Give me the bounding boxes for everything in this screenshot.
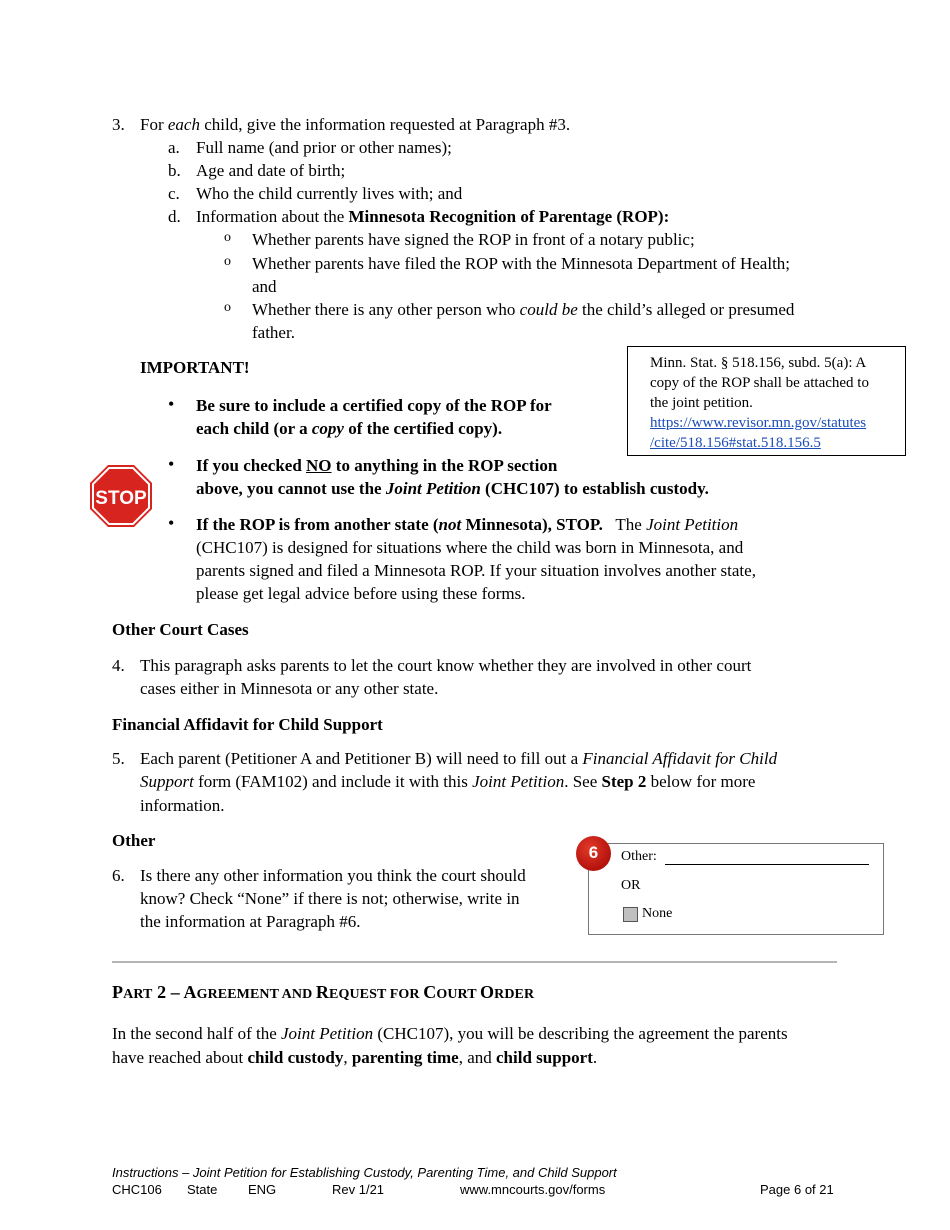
sidebox-line: Minn. Stat. § 518.156, subd. 5(a): A [650,355,867,371]
important-bullet-text: (CHC107) is designed for situations where the child was born in Minnesota, and [196,538,744,557]
circle-item-text: Whether there is any other person who could be the child’s alleged or presumed [252,300,795,319]
stop-sign-text: STOP [95,488,147,509]
paragraph-text: Is there any other information you think the court should [140,866,526,885]
paragraph-number-badge: 6 [576,836,611,871]
section-heading: Other Court Cases [112,620,249,639]
paragraph-text: cases either in Minnesota or any other state. [140,679,439,698]
paragraph-text: In the second half of the Joint Petition (CHC107), you will be describing the agreement the parents [112,1024,788,1043]
bullet-icon: • [168,394,175,414]
sub-letter: c. [168,184,180,203]
bullet-icon: • [168,454,175,474]
paragraph-text: Each parent (Petitioner A and Petitioner B) will need to fill out a Financial Affidavit for Child [140,749,778,768]
item-number: 5. [112,749,125,768]
item-number: 6. [112,866,125,885]
item-number: 4. [112,656,125,675]
section-heading: Financial Affidavit for Child Support [112,715,383,734]
footer-state: State [187,1182,218,1197]
footer-title: Instructions – Joint Petition for Establishing Custody, Parenting Time, and Child Support [112,1165,617,1180]
important-bullet-text: If the ROP is from another state (not Minnesota), STOP. The Joint Petition [196,515,739,534]
stop-sign-icon [89,464,153,528]
sub-letter: b. [168,161,181,180]
sub-letter: d. [168,207,181,226]
footer-url[interactable]: www.mncourts.gov/forms [460,1182,606,1197]
important-bullet-text: above, you cannot use the Joint Petition (CHC107) to establish custody. [196,479,709,498]
paragraph-text: the information at Paragraph #6. [140,912,361,931]
circle-bullet-icon: o [224,254,231,269]
sub-item-text: Age and date of birth; [196,161,346,180]
circle-item-text: Whether parents have signed the ROP in front of a notary public; [252,230,695,249]
footer-form-number: CHC106 [112,1182,162,1197]
other-line [665,864,869,865]
circle-bullet-icon: o [224,230,231,245]
footer-revision: Rev 1/21 [332,1182,385,1197]
sub-letter: a. [168,138,180,157]
part-2-heading: PART 2 – AGREEMENT AND REQUEST FOR COURT ORDER [112,982,535,1002]
sub-item-text: Full name (and prior or other names); [196,138,452,157]
none-checkbox [623,907,638,922]
section-heading: Other [112,831,156,850]
sidebox-line: the joint petition. [650,395,753,411]
or-label: OR [621,878,641,893]
circle-item-text: father. [252,323,295,342]
circle-bullet-icon: o [224,300,231,315]
paragraph-text: information. [140,796,225,815]
statute-sidebox [627,346,906,456]
important-bullet-text: parents signed and filed a Minnesota ROP. If your situation involves another state, [196,561,756,580]
circle-item-text: Whether parents have filed the ROP with the Minnesota Department of Health; [252,254,791,273]
other-label: Other: [621,849,657,864]
paragraph-6-form-sample [588,843,884,935]
paragraph-text: have reached about child custody, parenting time, and child support. [112,1048,598,1067]
item-3-text: For each child, give the information requested at Paragraph #3. [140,115,571,134]
circle-item-text: and [252,277,277,296]
sub-item-text: Who the child currently lives with; and [196,184,463,203]
important-bullet-text: If you checked NO to anything in the ROP section [196,456,558,475]
important-bullet-text: please get legal advice before using these forms. [196,584,526,603]
item-number: 3. [112,115,125,134]
footer-language: ENG [248,1182,277,1197]
paragraph-text: Support form (FAM102) and include it with this Joint Petition. See Step 2 below for more [140,772,756,791]
paragraph-text: This paragraph asks parents to let the court know whether they are involved in other court [140,656,752,675]
important-bullet-text: Be sure to include a certified copy of the ROP for [196,396,552,415]
statute-link[interactable]: https://www.revisor.mn.gov/statutes [650,415,867,431]
important-heading: IMPORTANT! [140,358,250,377]
sidebox-line: copy of the ROP shall be attached to [650,375,869,391]
paragraph-text: know? Check “None” if there is not; otherwise, write in [140,889,520,908]
section-divider [112,961,837,963]
footer-page-number: Page 6 of 21 [760,1182,834,1197]
important-bullet-text: each child (or a copy of the certified copy). [196,419,503,438]
bullet-icon: • [168,513,175,533]
none-label: None [642,906,673,921]
statute-link[interactable]: /cite/518.156#stat.518.156.5 [650,435,821,451]
sub-item-text: Information about the Minnesota Recognition of Parentage (ROP): [196,207,670,226]
